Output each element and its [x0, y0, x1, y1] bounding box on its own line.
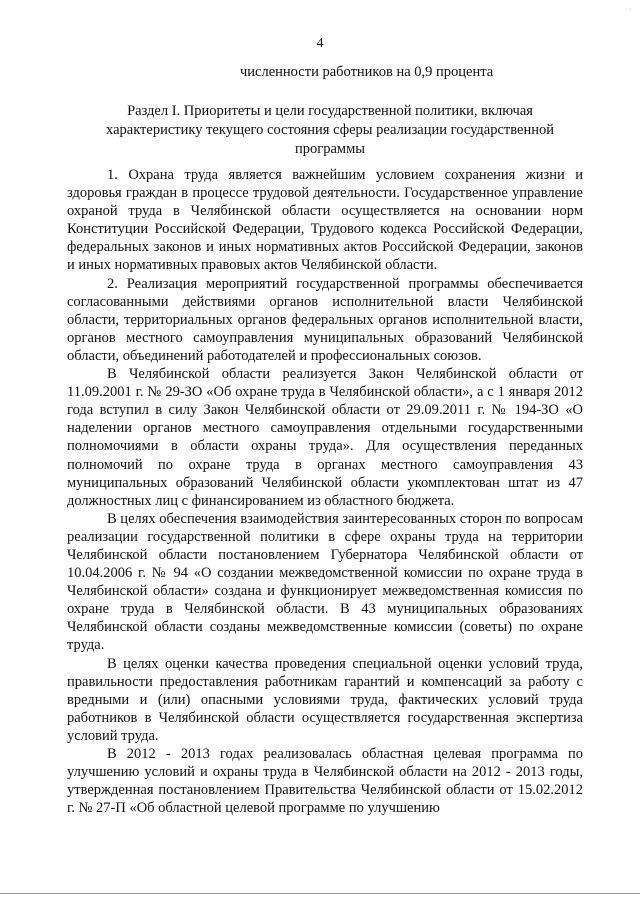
paragraph-4: В целях обеспечения взаимодействия заинтересованных сторон по вопросам реализации государственной политики в сфере охраны труда на территории Челябинской области постановлением Губернатора Челябинской области от 10.04.2006 г. № 94 «О создании межведомственной комиссии по охране труда в Челябинской области» создана и функционирует межведомственная комиссия по охране труда в Челябинской области. В 43 муниципальных образованиях Челябинской области созданы межведомственные комиссии (советы) по охране труда. — [67, 510, 583, 654]
paragraph-3: В Челябинской области реализуется Закон Челябинской области от 11.09.2001 г. № 29-ЗО «Об охране труда в Челябинской области», а с 1 января 2012 года вступил в силу Закон Челябинской области от 29.09.2011 г. № 194-ЗО «О наделении органов местного самоуправления отдельными государственными полномочиями в области охраны труда». Для осуществления переданных полномочий по охране труда в органах местного самоуправления 43 муниципальных образований Челябинской области укомплектован штат из 47 должностных лиц с финансированием из областного бюджета. — [67, 366, 583, 509]
paragraph-5: В целях оценки качества проведения специальной оценки условий труда, правильности предоставления работникам гарантий и компенсаций за работу с вредными и (или) опасными условиями труда, фактических условий труда работников в Челябинской области осуществляется государственная экспертиза условий труда. — [67, 655, 583, 744]
continuation-line: численности работников на 0,9 процента — [240, 64, 494, 80]
bottom-rule — [0, 893, 640, 894]
page-number: 4 — [316, 36, 324, 51]
section-title: Раздел I. Приоритеты и цели государственной политики, включая характеристику текущего состояния сферы реализации государственной программы — [106, 103, 554, 157]
scan-mark: · — [629, 4, 632, 14]
paragraph-2: 2. Реализация мероприятий государственной программы обеспечивается согласованными действиями органов исполнительной власти Челябинской области, территориальных органов федеральных органов исполнительной власти, органов местного самоуправления муниципальных образований Челябинской области, объединений работодателей и профессиональных союзов. — [67, 275, 583, 364]
document-body — [67, 166, 583, 817]
paragraph-1: 1. Охрана труда является важнейшим условием сохранения жизни и здоровья граждан в процессе трудовой деятельности. Государственное управление охраной труда в Челябинской области осуществляется на основании норм Конституции Российской Федерации, Трудового кодекса Российской Федерации, федеральных законов и иных нормативных актов Российской Федерации, законов и иных нормативных правовых актов Челябинской области. — [67, 167, 583, 274]
paragraph-6: В 2012 - 2013 годах реализовалась областная целевая программа по улучшению условий и охраны труда в Челябинской области на 2012 - 2013 годы, утвержденная постановлением Правительства Челябинской области от 15.02.2012 г. № 27-П «Об областной целевой программе по улучшению — [67, 746, 583, 817]
